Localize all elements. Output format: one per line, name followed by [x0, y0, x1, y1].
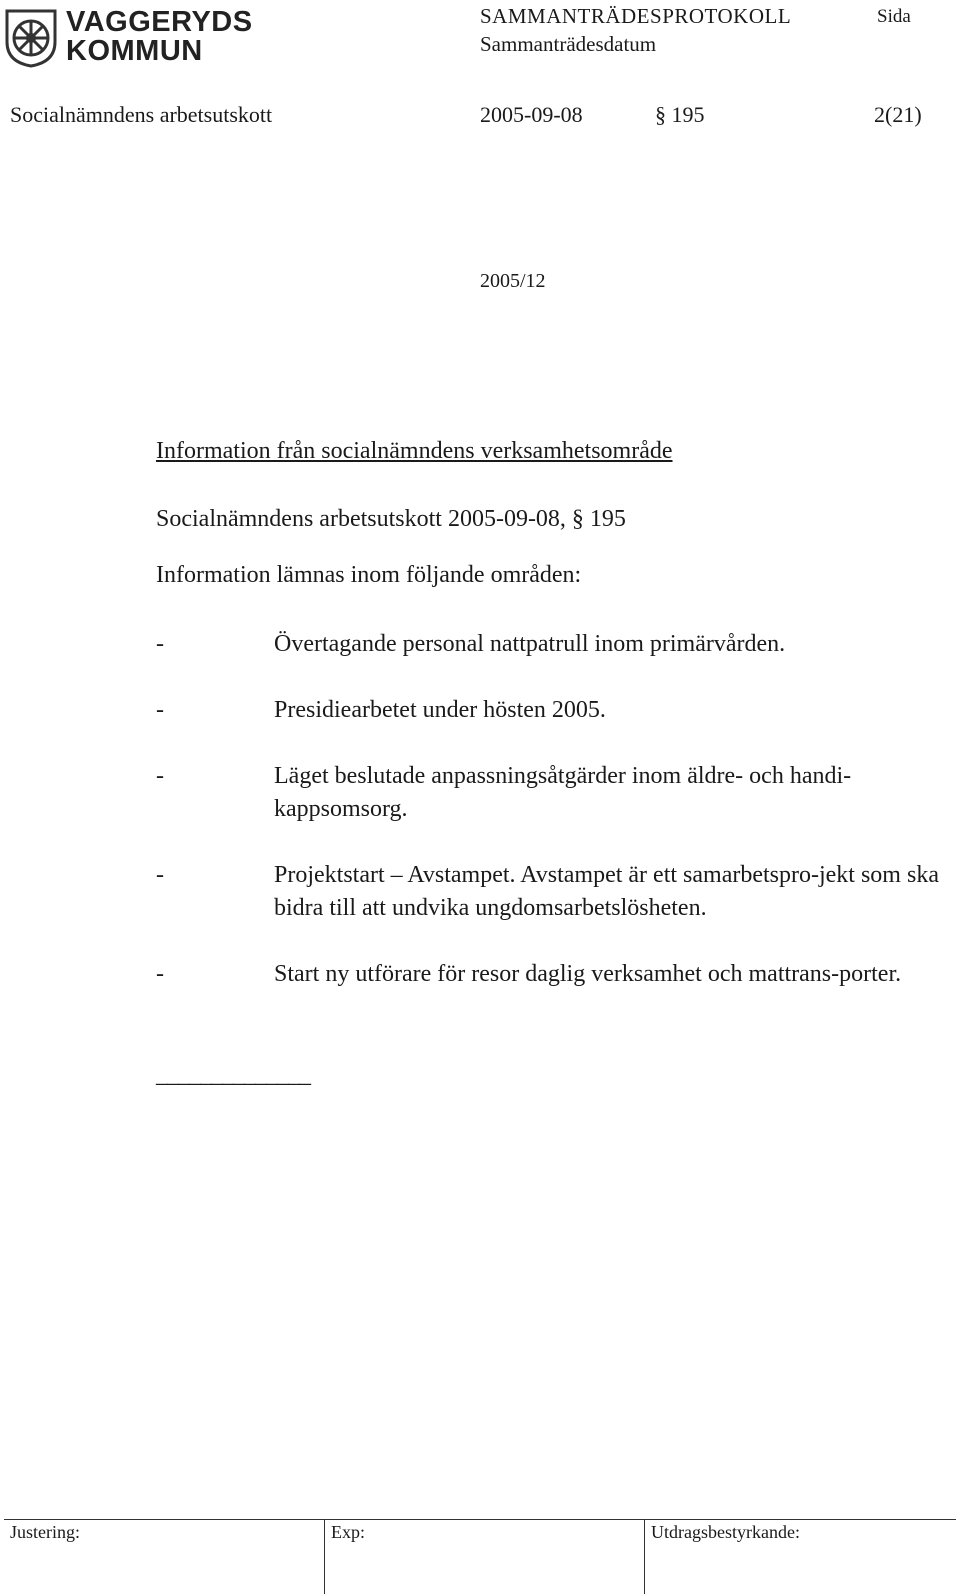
coat-of-arms-icon — [4, 8, 58, 68]
list-item — [156, 694, 946, 727]
information-list — [156, 628, 946, 1024]
paragraph-number: § 195 — [655, 102, 705, 127]
page-number: 2(21) — [874, 102, 922, 127]
list-item-text: Läget beslutade anpassningsåtgärder inom äldre- och handi-kappsomsorg. — [274, 763, 852, 822]
logo-line-2: KOMMUN — [66, 35, 203, 67]
list-item-text: Start ny utförare för resor daglig verksamhet och mattrans-porter. — [274, 961, 902, 987]
meeting-date: 2005-09-08 — [480, 102, 583, 127]
section-separator: ______________ — [156, 1062, 310, 1088]
bullet-marker: - — [156, 697, 164, 723]
bullet-marker: - — [156, 862, 164, 888]
list-item-text: Presidiearbetet under hösten 2005. — [274, 697, 606, 723]
page-label: Sida — [877, 6, 911, 27]
bullet-marker: - — [156, 763, 164, 789]
footer-table — [4, 1519, 956, 1594]
logo-wordmark — [66, 8, 253, 66]
intro-text: Information lämnas inom följande områden: — [156, 562, 582, 588]
list-item-text: Projektstart – Avstampet. Avstampet är ett samarbetspro-jekt som ska bidra till att undvika ungdomsarbetslösheten. — [274, 862, 939, 921]
footer-utdrag: Utdragsbestyrkande: — [644, 1520, 956, 1594]
footer-exp: Exp: — [324, 1520, 644, 1594]
bullet-marker: - — [156, 961, 164, 987]
list-item-text: Övertagande personal nattpatrull inom primärvården. — [274, 631, 786, 657]
meeting-reference: Socialnämndens arbetsutskott 2005-09-08, § 195 — [156, 506, 626, 532]
committee-name: Socialnämndens arbetsutskott — [10, 102, 273, 127]
meeting-date-label: Sammanträdesdatum — [480, 32, 657, 56]
section-title: Information från socialnämndens verksamhetsområde — [156, 438, 673, 464]
logo-line-1: VAGGERYDS — [66, 6, 253, 38]
list-item — [156, 958, 946, 991]
footer-justering: Justering: — [10, 1522, 80, 1542]
list-item — [156, 859, 946, 925]
list-item — [156, 628, 946, 661]
list-item — [156, 760, 946, 826]
bullet-marker: - — [156, 631, 164, 657]
document-type: SAMMANTRÄDESPROTOKOLL — [480, 4, 792, 28]
municipality-logo — [4, 6, 253, 70]
case-number: 2005/12 — [480, 270, 546, 292]
